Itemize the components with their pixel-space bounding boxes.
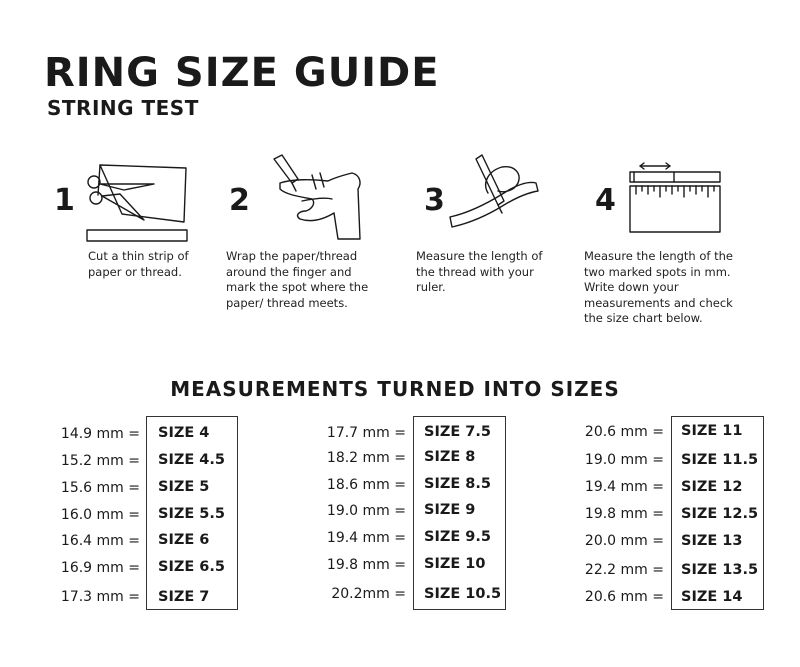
size-value: SIZE 14	[681, 589, 743, 605]
size-value: SIZE 13.5	[681, 562, 759, 578]
mm-value: 15.2 mm =	[60, 453, 140, 469]
step-1-text: Cut a thin strip of paper or thread.	[88, 249, 189, 279]
mm-value: 16.4 mm =	[60, 533, 140, 549]
step-4-number: 4	[595, 183, 616, 218]
size-value: SIZE 6	[158, 532, 210, 548]
size-value: SIZE 10	[424, 556, 486, 572]
mm-value: 17.7 mm =	[326, 425, 406, 441]
mm-value: 19.4 mm =	[326, 530, 406, 546]
hand-wrap-icon	[272, 153, 372, 243]
step-1-number: 1	[54, 183, 75, 218]
size-value: SIZE 4.5	[158, 452, 225, 468]
size-value: SIZE 8.5	[424, 476, 491, 492]
size-value: SIZE 11	[681, 423, 743, 439]
size-chart-title: MEASUREMENTS TURNED INTO SIZES	[170, 377, 620, 401]
mm-value: 20.0 mm =	[584, 533, 664, 549]
mm-value: 18.2 mm =	[326, 450, 406, 466]
size-value: SIZE 9.5	[424, 529, 491, 545]
size-value: SIZE 13	[681, 533, 743, 549]
mm-value: 17.3 mm =	[60, 589, 140, 605]
size-value: SIZE 12.5	[681, 506, 759, 522]
mm-value: 16.0 mm =	[60, 507, 140, 523]
mm-value: 20.6 mm =	[584, 424, 664, 440]
pen-strip-icon	[448, 153, 543, 233]
step-3-text: Measure the length of the thread with your ruler.	[416, 249, 543, 294]
size-value: SIZE 5	[158, 479, 210, 495]
size-value: SIZE 4	[158, 425, 210, 441]
size-value: SIZE 5.5	[158, 506, 225, 522]
step-3-number: 3	[424, 183, 445, 218]
size-value: SIZE 8	[424, 449, 476, 465]
scissors-paper-icon	[84, 160, 194, 245]
step-4-text: Measure the length of the two marked spots in mm. Write down your measurements and check the size chart below.	[584, 249, 733, 325]
size-value: SIZE 12	[681, 479, 743, 495]
mm-value: 19.0 mm =	[584, 452, 664, 468]
mm-value: 20.2mm =	[331, 586, 406, 602]
mm-value: 19.4 mm =	[584, 479, 664, 495]
mm-value: 14.9 mm =	[60, 426, 140, 442]
mm-value: 19.8 mm =	[326, 557, 406, 573]
mm-value: 18.6 mm =	[326, 477, 406, 493]
size-value: SIZE 11.5	[681, 452, 759, 468]
mm-value: 22.2 mm =	[584, 562, 664, 578]
step-2-text: Wrap the paper/thread around the finger and mark the spot where the paper/ thread meets.	[226, 249, 369, 310]
step-2-number: 2	[229, 183, 250, 218]
mm-value: 19.8 mm =	[584, 506, 664, 522]
ruler-icon	[630, 160, 722, 235]
size-value: SIZE 10.5	[424, 586, 502, 602]
mm-value: 15.6 mm =	[60, 480, 140, 496]
page-title: RING SIZE GUIDE	[44, 50, 440, 96]
mm-value: 19.0 mm =	[326, 503, 406, 519]
mm-value: 20.6 mm =	[584, 589, 664, 605]
page-subtitle: STRING TEST	[47, 96, 199, 120]
size-value: SIZE 9	[424, 502, 476, 518]
mm-value: 16.9 mm =	[60, 560, 140, 576]
size-value: SIZE 7	[158, 589, 210, 605]
size-value: SIZE 6.5	[158, 559, 225, 575]
size-value: SIZE 7.5	[424, 424, 491, 440]
